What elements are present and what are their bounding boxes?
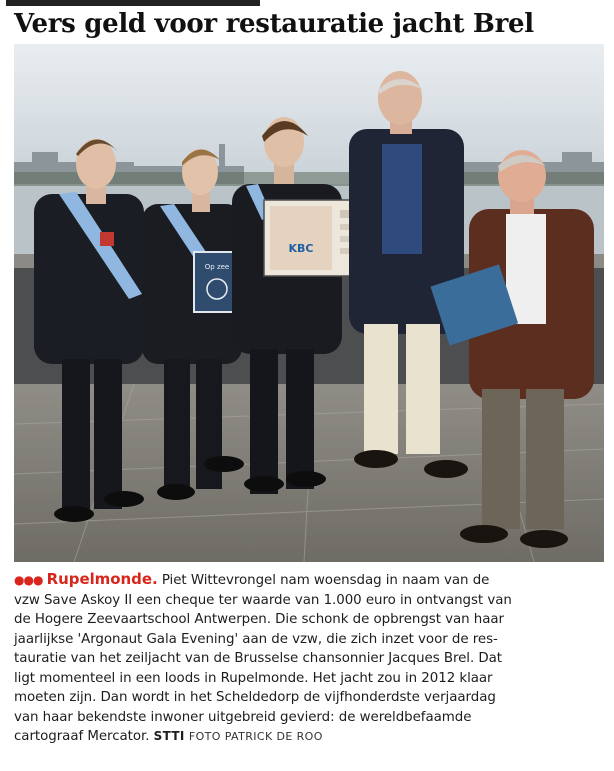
group-photo-illustration (14, 44, 604, 562)
caption-line-4: jaarlijkse 'Argonaut Gala Evening' aan de vzw, die zich inzet voor de res- (14, 631, 498, 647)
article-headline: Vers geld voor restauratie jacht Brel (14, 9, 534, 39)
caption-line-2: vzw Save Askoy II een cheque ter waarde van 1.000 euro in ontvangst van (14, 592, 512, 608)
photo-credit: FOTO PATRICK DE ROO (188, 730, 323, 743)
source-tag: STTI (153, 729, 185, 743)
bullet-dots: ●●● (14, 573, 43, 587)
caption-line-3: de Hogere Zeevaartschool Antwerpen. Die schonk de opbrengst van haar (14, 612, 504, 627)
caption-line-9 (14, 727, 604, 747)
caption-line-6: ligt momenteel in een loods in Rupelmonde. Het jacht zou in 2012 klaar (14, 670, 493, 686)
photo-caption (14, 570, 604, 747)
caption-line-8: van haar bekendste inwoner uitgebreid gevierd: de wereldbefaamde (14, 709, 472, 725)
caption-text: Piet Wittevrongel nam woensdag in naam van de (161, 573, 490, 588)
book-cover-text: Op zee (204, 263, 230, 271)
caption-line-5: tauratie van het zeiljacht van de Brusselse chansonnier Jacques Brel. Dat (14, 651, 503, 666)
caption-line-1 (14, 570, 604, 591)
caption-line-7: moeten zijn. Dan wordt in het Scheldedorp de vijfhonderdste verjaardag (14, 690, 496, 705)
caption-text: cartograaf Mercator. (14, 729, 150, 744)
caption-placename: Rupelmonde. (46, 570, 158, 588)
article-photo (14, 44, 604, 562)
cheque-bank-logo: KBC (288, 242, 314, 255)
